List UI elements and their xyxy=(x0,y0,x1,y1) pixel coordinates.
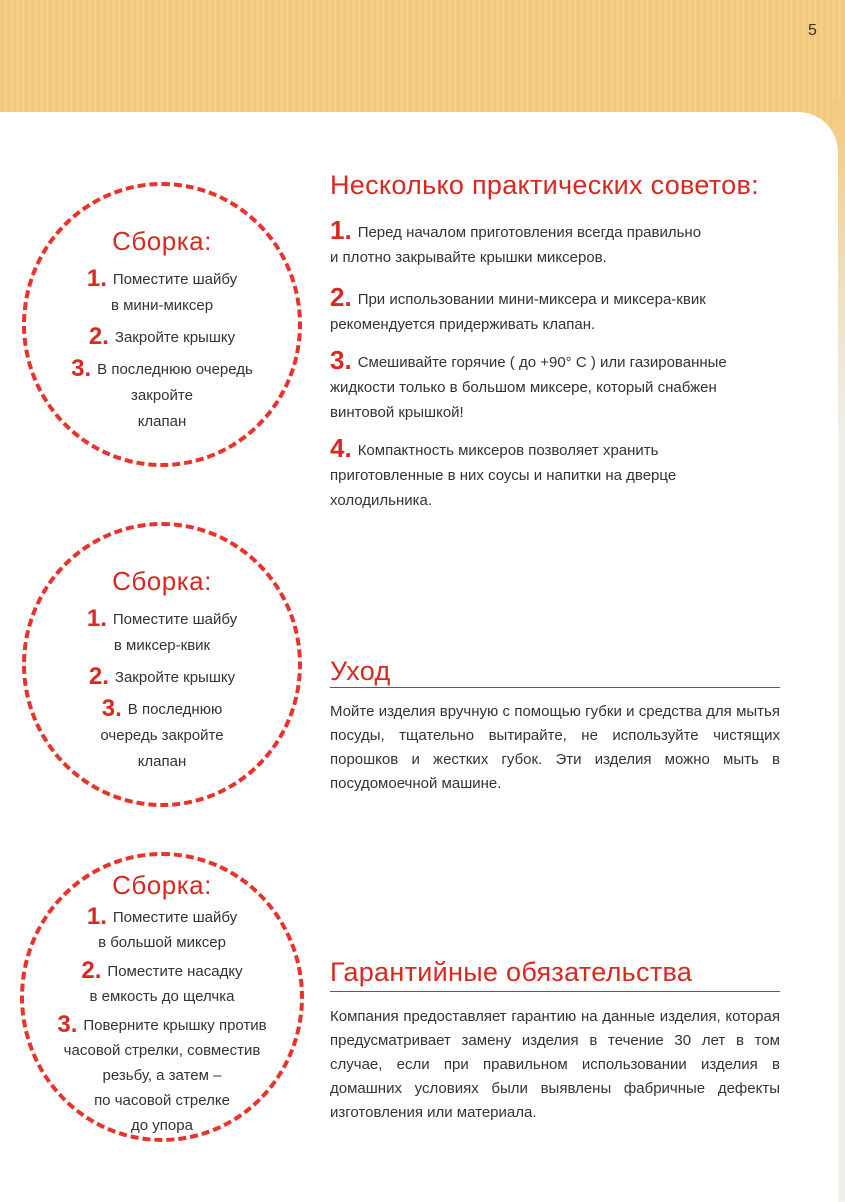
step-text: в емкость до щелчка xyxy=(89,988,235,1005)
assembly-step-2 xyxy=(26,664,298,691)
step-text: очередь закройте xyxy=(100,727,224,744)
step-text: Поместите шайбу xyxy=(112,909,238,926)
assembly-title: Сборка: xyxy=(112,566,212,596)
tip-item-4 xyxy=(330,433,770,513)
tip-text: рекомендуется придерживать клапан. xyxy=(330,316,596,333)
assembly-step-1 xyxy=(26,606,298,659)
assembly-step-3 xyxy=(26,696,298,775)
assembly-step-2 xyxy=(26,324,298,351)
care-text: Мойте изделия вручную с помощью губки и средства для мытья посуды, тщательно вытирайте, не используйте чистящих порошков и жестких губок. Эти изделия можно мыть в посудомоечной машине. xyxy=(330,703,780,792)
care-heading: Уход xyxy=(330,656,391,686)
step-text: Поместите насадку xyxy=(107,963,243,980)
step-number: 1. xyxy=(86,605,107,632)
tip-text: Перед началом приготовления всегда правильно xyxy=(357,224,702,241)
assembly-step-1 xyxy=(24,904,300,955)
assembly-step-3 xyxy=(26,356,298,435)
step-text: в большой миксер xyxy=(98,934,226,951)
step-number: 1. xyxy=(86,903,107,930)
step-text: резьбу, а затем – xyxy=(102,1067,222,1084)
tip-text: жидкости только в большом миксере, который снабжен xyxy=(330,379,717,396)
warranty-divider xyxy=(330,991,780,992)
assembly-circle-quick xyxy=(22,522,302,807)
care-divider xyxy=(330,687,780,688)
tip-text: винтовой крышкой! xyxy=(330,404,464,421)
tip-text: холодильника. xyxy=(330,492,433,509)
step-text: В последнюю xyxy=(127,701,223,718)
tip-text: Смешивайте горячие ( до +90° C ) или газированные xyxy=(357,354,727,371)
step-text: Поместите шайбу xyxy=(112,271,238,288)
tip-text: приготовленные в них соусы и напитки на дверце xyxy=(330,467,677,484)
step-text: закройте xyxy=(131,387,193,404)
assembly-title: Сборка: xyxy=(112,226,212,256)
assembly-title: Сборка: xyxy=(112,870,212,900)
assembly-step-1 xyxy=(26,266,298,319)
step-text: в мини-миксер xyxy=(110,297,214,314)
step-text: Поверните крышку против xyxy=(83,1017,267,1034)
warranty-heading: Гарантийные обязательства xyxy=(330,957,693,987)
step-number: 1. xyxy=(86,265,107,292)
tip-item-3 xyxy=(330,345,800,425)
step-text: до упора xyxy=(131,1117,193,1134)
step-number: 3. xyxy=(71,355,92,382)
page-number: 5 xyxy=(808,22,817,39)
tip-text: и плотно закрывайте крышки миксеров. xyxy=(330,249,607,266)
tip-item-1 xyxy=(330,215,770,270)
tip-text: При использовании мини-миксера и миксера-квик xyxy=(357,291,706,308)
tip-text: Компактность миксеров позволяет хранить xyxy=(357,442,659,459)
tip-number: 4. xyxy=(330,433,352,463)
tip-number: 1. xyxy=(330,215,352,245)
assembly-circle-mini xyxy=(22,182,302,467)
step-text: Закройте крышку xyxy=(114,669,236,686)
step-text: Закройте крышку xyxy=(114,329,236,346)
step-text: клапан xyxy=(137,413,187,430)
tips-heading: Несколько практических советов: xyxy=(330,170,759,200)
step-number: 2. xyxy=(88,323,109,350)
tip-number: 2. xyxy=(330,282,352,312)
tip-number: 3. xyxy=(330,345,352,375)
step-text: часовой стрелки, совместив xyxy=(63,1042,261,1059)
warranty-text: Компания предоставляет гарантию на данные изделия, которая предусматривает замену изделия в течение 30 лет в том случае, если при правильном использовании изделия в домашних условиях были выявлены фабричные дефекты изготовления или материала. xyxy=(330,1008,780,1121)
step-text: в миксер-квик xyxy=(113,637,211,654)
step-text: по часовой стрелке xyxy=(94,1092,230,1109)
step-number: 2. xyxy=(88,663,109,690)
step-text: Поместите шайбу xyxy=(112,611,238,628)
assembly-step-2 xyxy=(24,958,300,1009)
step-number: 3. xyxy=(57,1011,78,1038)
assembly-step-3 xyxy=(24,1012,300,1138)
tip-item-2 xyxy=(330,282,770,337)
step-text: В последнюю очередь xyxy=(97,361,253,378)
assembly-circle-large xyxy=(20,852,304,1142)
step-text: клапан xyxy=(137,753,187,770)
step-number: 2. xyxy=(81,957,102,984)
step-number: 3. xyxy=(101,695,122,722)
